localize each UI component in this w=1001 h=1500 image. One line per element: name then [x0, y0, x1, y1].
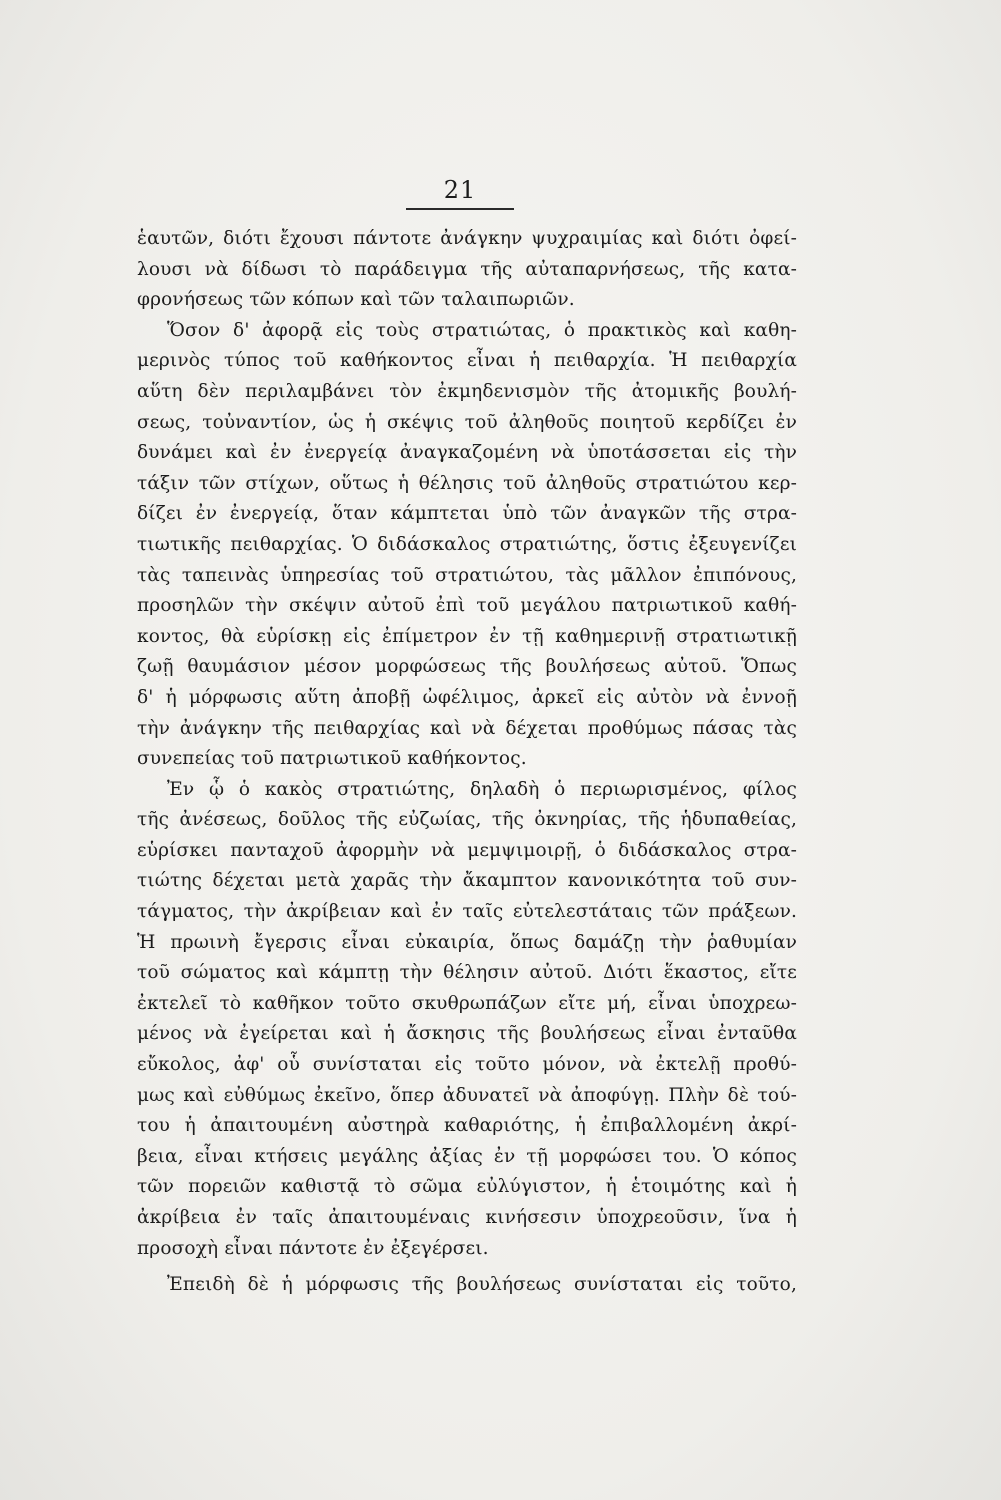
- text-line: ζωῇ θαυμάσιον μέσον μορφώσεως τῆς βουλήσεως αὐτοῦ. Ὅπως: [137, 656, 797, 678]
- text-line: λουσι νὰ δίδωσι τὸ παράδειγμα τῆς αὐταπαρνήσεως, τῆς κατα-: [137, 258, 797, 280]
- text-line: προσηλῶν τὴν σκέψιν αὐτοῦ ἐπὶ τοῦ μεγάλου πατριωτικοῦ καθή-: [137, 595, 797, 617]
- text-line: μερινὸς τύπος τοῦ καθήκοντος εἶναι ἡ πειθαρχία. Ἡ πειθαρχία: [137, 350, 797, 372]
- text-line: τὴν ἀνάγκην τῆς πειθαρχίας καὶ νὰ δέχεται προθύμως πάσας τὰς: [137, 717, 797, 739]
- text-line: δ' ἡ μόρφωσις αὕτη ἀποβῇ ὠφέλιμος, ἀρκεῖ εἰς αὐτὸν νὰ ἐννοῇ: [137, 686, 797, 708]
- text-line: τῶν πορειῶν καθιστᾷ τὸ σῶμα εὐλύγιστον, ἡ ἑτοιμότης καὶ ἡ: [137, 1176, 797, 1198]
- text-line: εὑρίσκει πανταχοῦ ἀφορμὴν νὰ μεμψιμοιρῇ, ὁ διδάσκαλος στρα-: [137, 839, 797, 861]
- text-line: προσοχὴ εἶναι πάντοτε ἐν ἐξεγέρσει.: [137, 1237, 489, 1259]
- text-line: εὔκολος, ἀφ' οὗ συνίσταται εἰς τοῦτο μόνον, νὰ ἐκτελῇ προθύ-: [137, 1054, 797, 1076]
- body-text: [137, 224, 797, 1301]
- text-line: τῆς ἀνέσεως, δοῦλος τῆς εὐζωίας, τῆς ὀκνηρίας, τῆς ἡδυπαθείας,: [137, 809, 797, 831]
- text-line: φρονήσεως τῶν κόπων καὶ τῶν ταλαιπωριῶν.: [137, 289, 575, 311]
- text-line: μως καὶ εὐθύμως ἐκεῖνο, ὅπερ ἀδυνατεῖ νὰ ἀποφύγῃ. Πλὴν δὲ τού-: [137, 1084, 797, 1106]
- header-rule: [406, 208, 514, 210]
- text-line: Ὅσον δ' ἀφορᾷ εἰς τοὺς στρατιώτας, ὁ πρακτικὸς καὶ καθη-: [167, 319, 797, 341]
- text-line: ἐκτελεῖ τὸ καθῆκον τοῦτο σκυθρωπάζων εἴτε μή, εἶναι ὑποχρεω-: [137, 992, 797, 1014]
- text-line: μένος νὰ ἐγείρεται καὶ ἡ ἄσκησις τῆς βουλήσεως εἶναι ἐνταῦθα: [137, 1023, 797, 1045]
- text-line: δίζει ἐν ἐνεργείᾳ, ὅταν κάμπτεται ὑπὸ τῶν ἀναγκῶν τῆς στρα-: [137, 503, 797, 525]
- text-line: Ἐπειδὴ δὲ ἡ μόρφωσις τῆς βουλήσεως συνίσταται εἰς τοῦτο,: [167, 1274, 797, 1296]
- paragraph: [137, 1270, 797, 1301]
- text-line: σεως, τοὐναντίον, ὡς ἡ σκέψις τοῦ ἀληθοῦς ποιητοῦ κερδίζει ἐν: [137, 411, 797, 433]
- text-line: τοῦ σώματος καὶ κάμπτῃ τὴν θέλησιν αὐτοῦ. Διότι ἕκαστος, εἴτε: [137, 962, 797, 984]
- text-line: δυνάμει καὶ ἐν ἐνεργείᾳ ἀναγκαζομένη νὰ ὑποτάσσεται εἰς τὴν: [137, 442, 797, 464]
- text-line: ἑαυτῶν, διότι ἔχουσι πάντοτε ἀνάγκην ψυχραιμίας καὶ διότι ὀφεί-: [137, 228, 797, 249]
- paragraph: [137, 224, 797, 316]
- text-line: τάξιν τῶν στίχων, οὕτως ἡ θέλησις τοῦ ἀληθοῦς στρατιώτου κερ-: [137, 472, 797, 494]
- text-line: τὰς ταπεινὰς ὑπηρεσίας τοῦ στρατιώτου, τὰς μᾶλλον ἐπιπόνους,: [137, 564, 797, 586]
- text-line: βεια, εἶναι κτήσεις μεγάλης ἀξίας ἐν τῇ μορφώσει του. Ὁ κόπος: [137, 1145, 797, 1167]
- text-line: αὕτη δὲν περιλαμβάνει τὸν ἐκμηδενισμὸν τῆς ἀτομικῆς βουλή-: [137, 380, 797, 402]
- page-number: 21: [443, 176, 477, 204]
- text-line: του ἡ ἀπαιτουμένη αὐστηρὰ καθαριότης, ἡ ἐπιβαλλομένη ἀκρί-: [137, 1115, 797, 1137]
- text-line: τάγματος, τὴν ἀκρίβειαν καὶ ἐν ταῖς εὐτελεστάταις τῶν πράξεων.: [137, 901, 797, 923]
- text-line: Ἡ πρωινὴ ἔγερσις εἶναι εὐκαιρία, ὅπως δαμάζῃ τὴν ῥαθυμίαν: [137, 931, 797, 953]
- text-line: ἀκρίβεια ἐν ταῖς ἀπαιτουμέναις κινήσεσιν ὑποχρεοῦσιν, ἵνα ἡ: [137, 1207, 797, 1228]
- paragraph: [137, 775, 797, 1265]
- text-line: κοντος, θὰ εὑρίσκῃ εἰς ἐπίμετρον ἐν τῇ καθημερινῇ στρατιωτικῇ: [137, 625, 797, 647]
- text-line: Ἐν ᾧ ὁ κακὸς στρατιώτης, δηλαδὴ ὁ περιωρισμένος, φίλος: [167, 778, 797, 800]
- text-line: τιωτικῆς πειθαρχίας. Ὁ διδάσκαλος στρατιώτης, ὅστις ἐξευγενίζει: [137, 533, 797, 555]
- text-line: συνεπείας τοῦ πατριωτικοῦ καθήκοντος.: [137, 748, 527, 770]
- page-header: [405, 176, 515, 210]
- text-line: τιώτης δέχεται μετὰ χαρᾶς τὴν ἄκαμπτον κανονικότητα τοῦ συν-: [137, 870, 797, 892]
- paragraph: [137, 316, 797, 775]
